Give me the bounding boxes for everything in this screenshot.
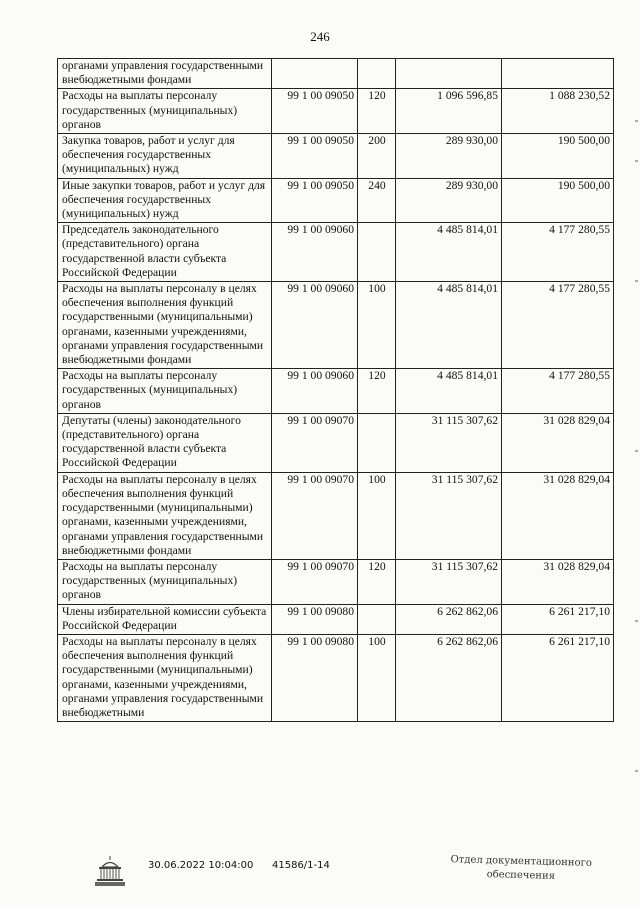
budget-table: [57, 58, 614, 722]
row-amount-2: 190 500,00: [502, 134, 614, 179]
row-amount-1: 6 262 862,06: [396, 634, 502, 721]
stamp-line-2: обеспечения: [486, 869, 556, 882]
row-amount-2: [502, 59, 614, 89]
row-amount-2: 4 177 280,55: [502, 282, 614, 369]
row-expense-type: [358, 223, 396, 282]
row-amount-2: 31 028 829,04: [502, 559, 614, 604]
row-amount-2: 6 261 217,10: [502, 604, 614, 634]
row-expense-type: [358, 604, 396, 634]
table-row: [58, 134, 614, 179]
table-row: [58, 59, 614, 89]
row-amount-1: [396, 59, 502, 89]
row-name: Расходы на выплаты персоналу государственных (муниципальных) органов: [58, 559, 272, 604]
row-name: Члены избирательной комиссии субъекта Российской Федерации: [58, 604, 272, 634]
table-row: [58, 369, 614, 414]
row-expense-type: 100: [358, 634, 396, 721]
row-amount-1: 289 930,00: [396, 178, 502, 223]
row-amount-1: 31 115 307,62: [396, 413, 502, 472]
row-amount-1: 31 115 307,62: [396, 472, 502, 559]
row-code: 99 1 00 09060: [272, 282, 358, 369]
row-code: [272, 59, 358, 89]
row-code: 99 1 00 09070: [272, 413, 358, 472]
table-row: [58, 178, 614, 223]
row-name: Расходы на выплаты персоналу в целях обеспечения выполнения функций государственными (муниципальными) органами, казенными учреждениями, органами управления государственными внебюджетными фондами: [58, 282, 272, 369]
table-row: [58, 413, 614, 472]
row-expense-type: 200: [358, 134, 396, 179]
row-amount-2: 6 261 217,10: [502, 634, 614, 721]
row-name: Расходы на выплаты персоналу в целях обеспечения выполнения функций государственными (муниципальными) органами, казенными учреждениями, органами управления государственными внебюджетными: [58, 634, 272, 721]
table-row: [58, 604, 614, 634]
page-number: 246: [310, 29, 330, 44]
row-name: органами управления государственными внебюджетными фондами: [58, 59, 272, 89]
row-code: 99 1 00 09070: [272, 559, 358, 604]
row-amount-1: 6 262 862,06: [396, 604, 502, 634]
table-row: [58, 223, 614, 282]
row-expense-type: 120: [358, 89, 396, 134]
table-row: [58, 559, 614, 604]
row-amount-2: 1 088 230,52: [502, 89, 614, 134]
footer-registration-number: 41586/1-14: [272, 860, 330, 871]
row-code: 99 1 00 09050: [272, 89, 358, 134]
row-name: Иные закупки товаров, работ и услуг для обеспечения государственных (муниципальных) нужд: [58, 178, 272, 223]
stamp-line-1: Отдел документационного: [450, 854, 592, 869]
table-row: [58, 634, 614, 721]
footer-datetime: 30.06.2022 10:04:00: [148, 860, 254, 871]
row-code: 99 1 00 09070: [272, 472, 358, 559]
row-amount-2: 31 028 829,04: [502, 472, 614, 559]
row-amount-2: 4 177 280,55: [502, 223, 614, 282]
page-footer: [0, 855, 640, 895]
row-name: Расходы на выплаты персоналу государственных (муниципальных) органов: [58, 369, 272, 414]
row-amount-2: 31 028 829,04: [502, 413, 614, 472]
duma-building-logo-icon: [93, 855, 127, 887]
row-expense-type: 100: [358, 282, 396, 369]
row-name: Расходы на выплаты персоналу государственных (муниципальных) органов: [58, 89, 272, 134]
budget-table-body: [58, 59, 614, 722]
row-code: 99 1 00 09080: [272, 604, 358, 634]
scan-margin-marks: [634, 120, 638, 840]
row-code: 99 1 00 09060: [272, 369, 358, 414]
row-code: 99 1 00 09050: [272, 178, 358, 223]
table-row: [58, 282, 614, 369]
row-name: Расходы на выплаты персоналу в целях обеспечения выполнения функций государственными (муниципальными) органами, казенными учреждениями, органами управления государственными внебюджетными фондами: [58, 472, 272, 559]
row-amount-1: 4 485 814,01: [396, 223, 502, 282]
row-amount-1: 289 930,00: [396, 134, 502, 179]
table-row: [58, 89, 614, 134]
row-name: Закупка товаров, работ и услуг для обеспечения государственных (муниципальных) нужд: [58, 134, 272, 179]
row-expense-type: [358, 413, 396, 472]
row-amount-1: 31 115 307,62: [396, 559, 502, 604]
row-expense-type: 240: [358, 178, 396, 223]
row-code: 99 1 00 09050: [272, 134, 358, 179]
row-expense-type: [358, 59, 396, 89]
row-code: 99 1 00 09060: [272, 223, 358, 282]
row-expense-type: 120: [358, 369, 396, 414]
row-name: Депутаты (члены) законодательного (представительного) органа государственной власти субъекта Российской Федерации: [58, 413, 272, 472]
row-expense-type: 120: [358, 559, 396, 604]
row-amount-1: 4 485 814,01: [396, 282, 502, 369]
row-amount-2: 190 500,00: [502, 178, 614, 223]
row-name: Председатель законодательного (представительного) органа государственной власти субъекта Российской Федерации: [58, 223, 272, 282]
row-amount-1: 1 096 596,85: [396, 89, 502, 134]
row-expense-type: 100: [358, 472, 396, 559]
row-code: 99 1 00 09080: [272, 634, 358, 721]
row-amount-1: 4 485 814,01: [396, 369, 502, 414]
table-row: [58, 472, 614, 559]
department-stamp: [446, 853, 597, 885]
row-amount-2: 4 177 280,55: [502, 369, 614, 414]
